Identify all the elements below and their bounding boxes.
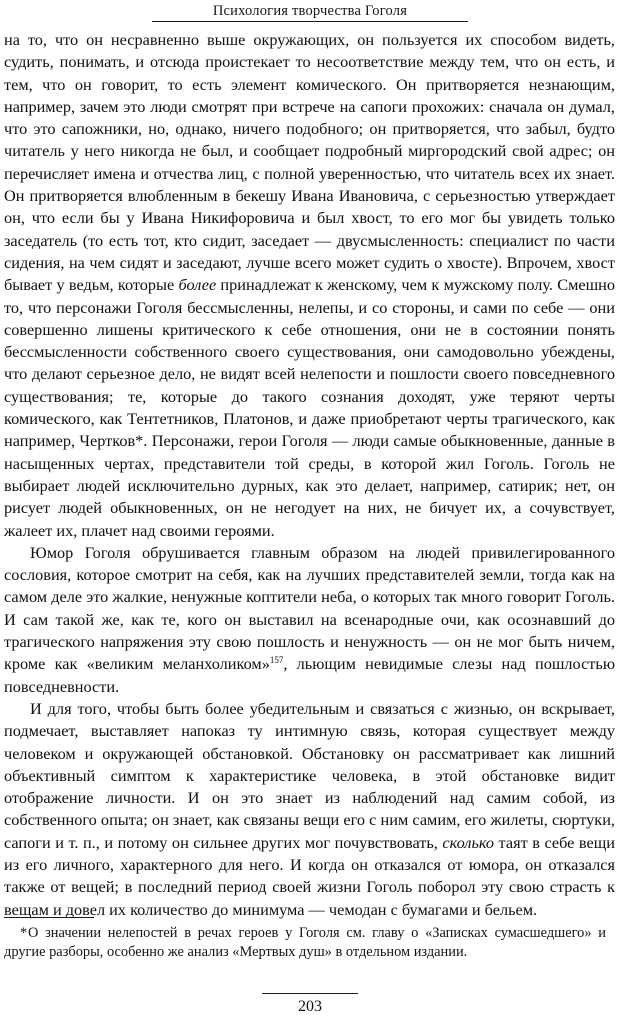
page-number: 203 — [298, 998, 322, 1015]
paragraph-1 — [4, 29, 615, 542]
page-number-rule — [262, 993, 358, 994]
main-text — [4, 29, 615, 921]
paragraph-1-emphasis: более — [178, 275, 217, 295]
paragraph-3 — [4, 698, 615, 921]
paragraph-3-part-2: таят в себе вещи из его личного, характерного для него. И когда он отказался от юмора, он отказался также от вещей; в последний период своей жизни Гоголь поборол эту свою страсть к вещам и довел их количество до минимума — чемодан с бумагами и бельем. — [4, 832, 615, 919]
paragraph-3-part-1: И для того, чтобы быть более убедительным и связаться с жизнью, он вскрывает, подмечает, выставляет напоказ ту интимную связь, которая существует между человеком и окружающей обстановкой. Обстановку он рассматривает как лишний объективный симптом к характеристике человека, в этой обстановке видит отображение личности. И он это знает из наблюдений над самим собой, из собственного опыта; он знает, как связаны вещи его с ним самим, его жилеты, сюртуки, сапоги и т. п., и потому он сильнее других мог почувствовать, — [4, 698, 615, 852]
paragraph-2 — [4, 542, 615, 698]
paragraph-2-part-1: Юмор Гоголя обрушивается главным образом на людей привилегированного сословия, которое смотрит на себя, как на лучших представителей земли, тогда как на самом деле это жалкие, ненужные коптители неба, о которых так много говорит Гоголь. И сам такой же, как те, кого он выставил на всенародные очи, как осознавший до трагического напряжения эту свою пошлость и ненужность — он не мог быть ничем, кроме как «великим меланхоликом» — [4, 542, 615, 674]
paragraph-1-part-2: принадлежат к женскому, чем к мужскому полу. Смешно то, что персонажи Гоголя бессмысленны, нелепы, и со стороны, и сами по себе — они совершенно лишены критического к себе отношения, они не в состоянии понять бессмысленности собственного своего существования, они самодовольно убеждены, что делают серьезное дело, не видят всей нелепости и пошлости своего повседневного существования; те, которые до такого сознания доходят, уже теряют черты комического, как Тентетников, Платонов, и даже приобретают черты трагического, как например, Чертков*. Персонажи, герои Гоголя — люди самые обыкновенные, данные в насыщенных чертах, представители той среды, в которой жил Гоголь. Гоголь не выбирает людей исключительно дурных, как это делает, например, сатирик; нет, он рисует людей обыкновенных, он не негодует на них, не бичует их, а сочувствует, жалеет их, плачет над своими героями. — [4, 275, 615, 540]
paragraph-1-part-1: на то, что он несравненно выше окружающих, он пользуется их способом видеть, судить, понимать, и отсюда проистекает то несоответствие между тем, что он есть, и тем, что он говорит, то есть элемент комического. Он притворяется незнающим, например, зачем это люди смотрят при встрече на сапоги прохожих: сначала он думал, что это сапожники, но, однако, ничего подобного; он притворяется, что забыл, будто читатель у него никогда не был, и сообщает подробный миргородский свой адрес; он перечисляет имена и отчества лиц, с полной уверенностью, что читатель всех их знает. Он притворяется влюбленным в бекешу Ивана Ивановича, с серьезностью утверждает он, что если бы у Ивана Никифоровича и был хвост, то его мог бы увидеть только заседатель (то есть тот, кто сидит, заседает — двусмысленность: специалист по части сидения, на чем сидят и заседают, лучше всего может судить о хвосте). Впрочем, хвост бывает у ведьм, которые — [4, 30, 615, 295]
footnote-rule — [4, 917, 94, 918]
endnote-reference: 157 — [269, 655, 284, 666]
paragraph-3-emphasis: сколько — [442, 832, 495, 852]
footnote-text: О значении нелепостей в речах героев у Гоголя см. главу о «Записках сумасшедшего» и другие разборы, особенно же анализ «Мертвых душ» в отдельном издании. — [4, 925, 606, 961]
footnote-mark: * — [20, 925, 28, 941]
footnote — [4, 924, 606, 963]
header-rule — [152, 21, 468, 22]
running-title: Психология творчества Гоголя — [212, 3, 408, 19]
paragraph-2-part-2: , льющим невидимые слезы над пошлостью повседневности. — [4, 654, 615, 696]
